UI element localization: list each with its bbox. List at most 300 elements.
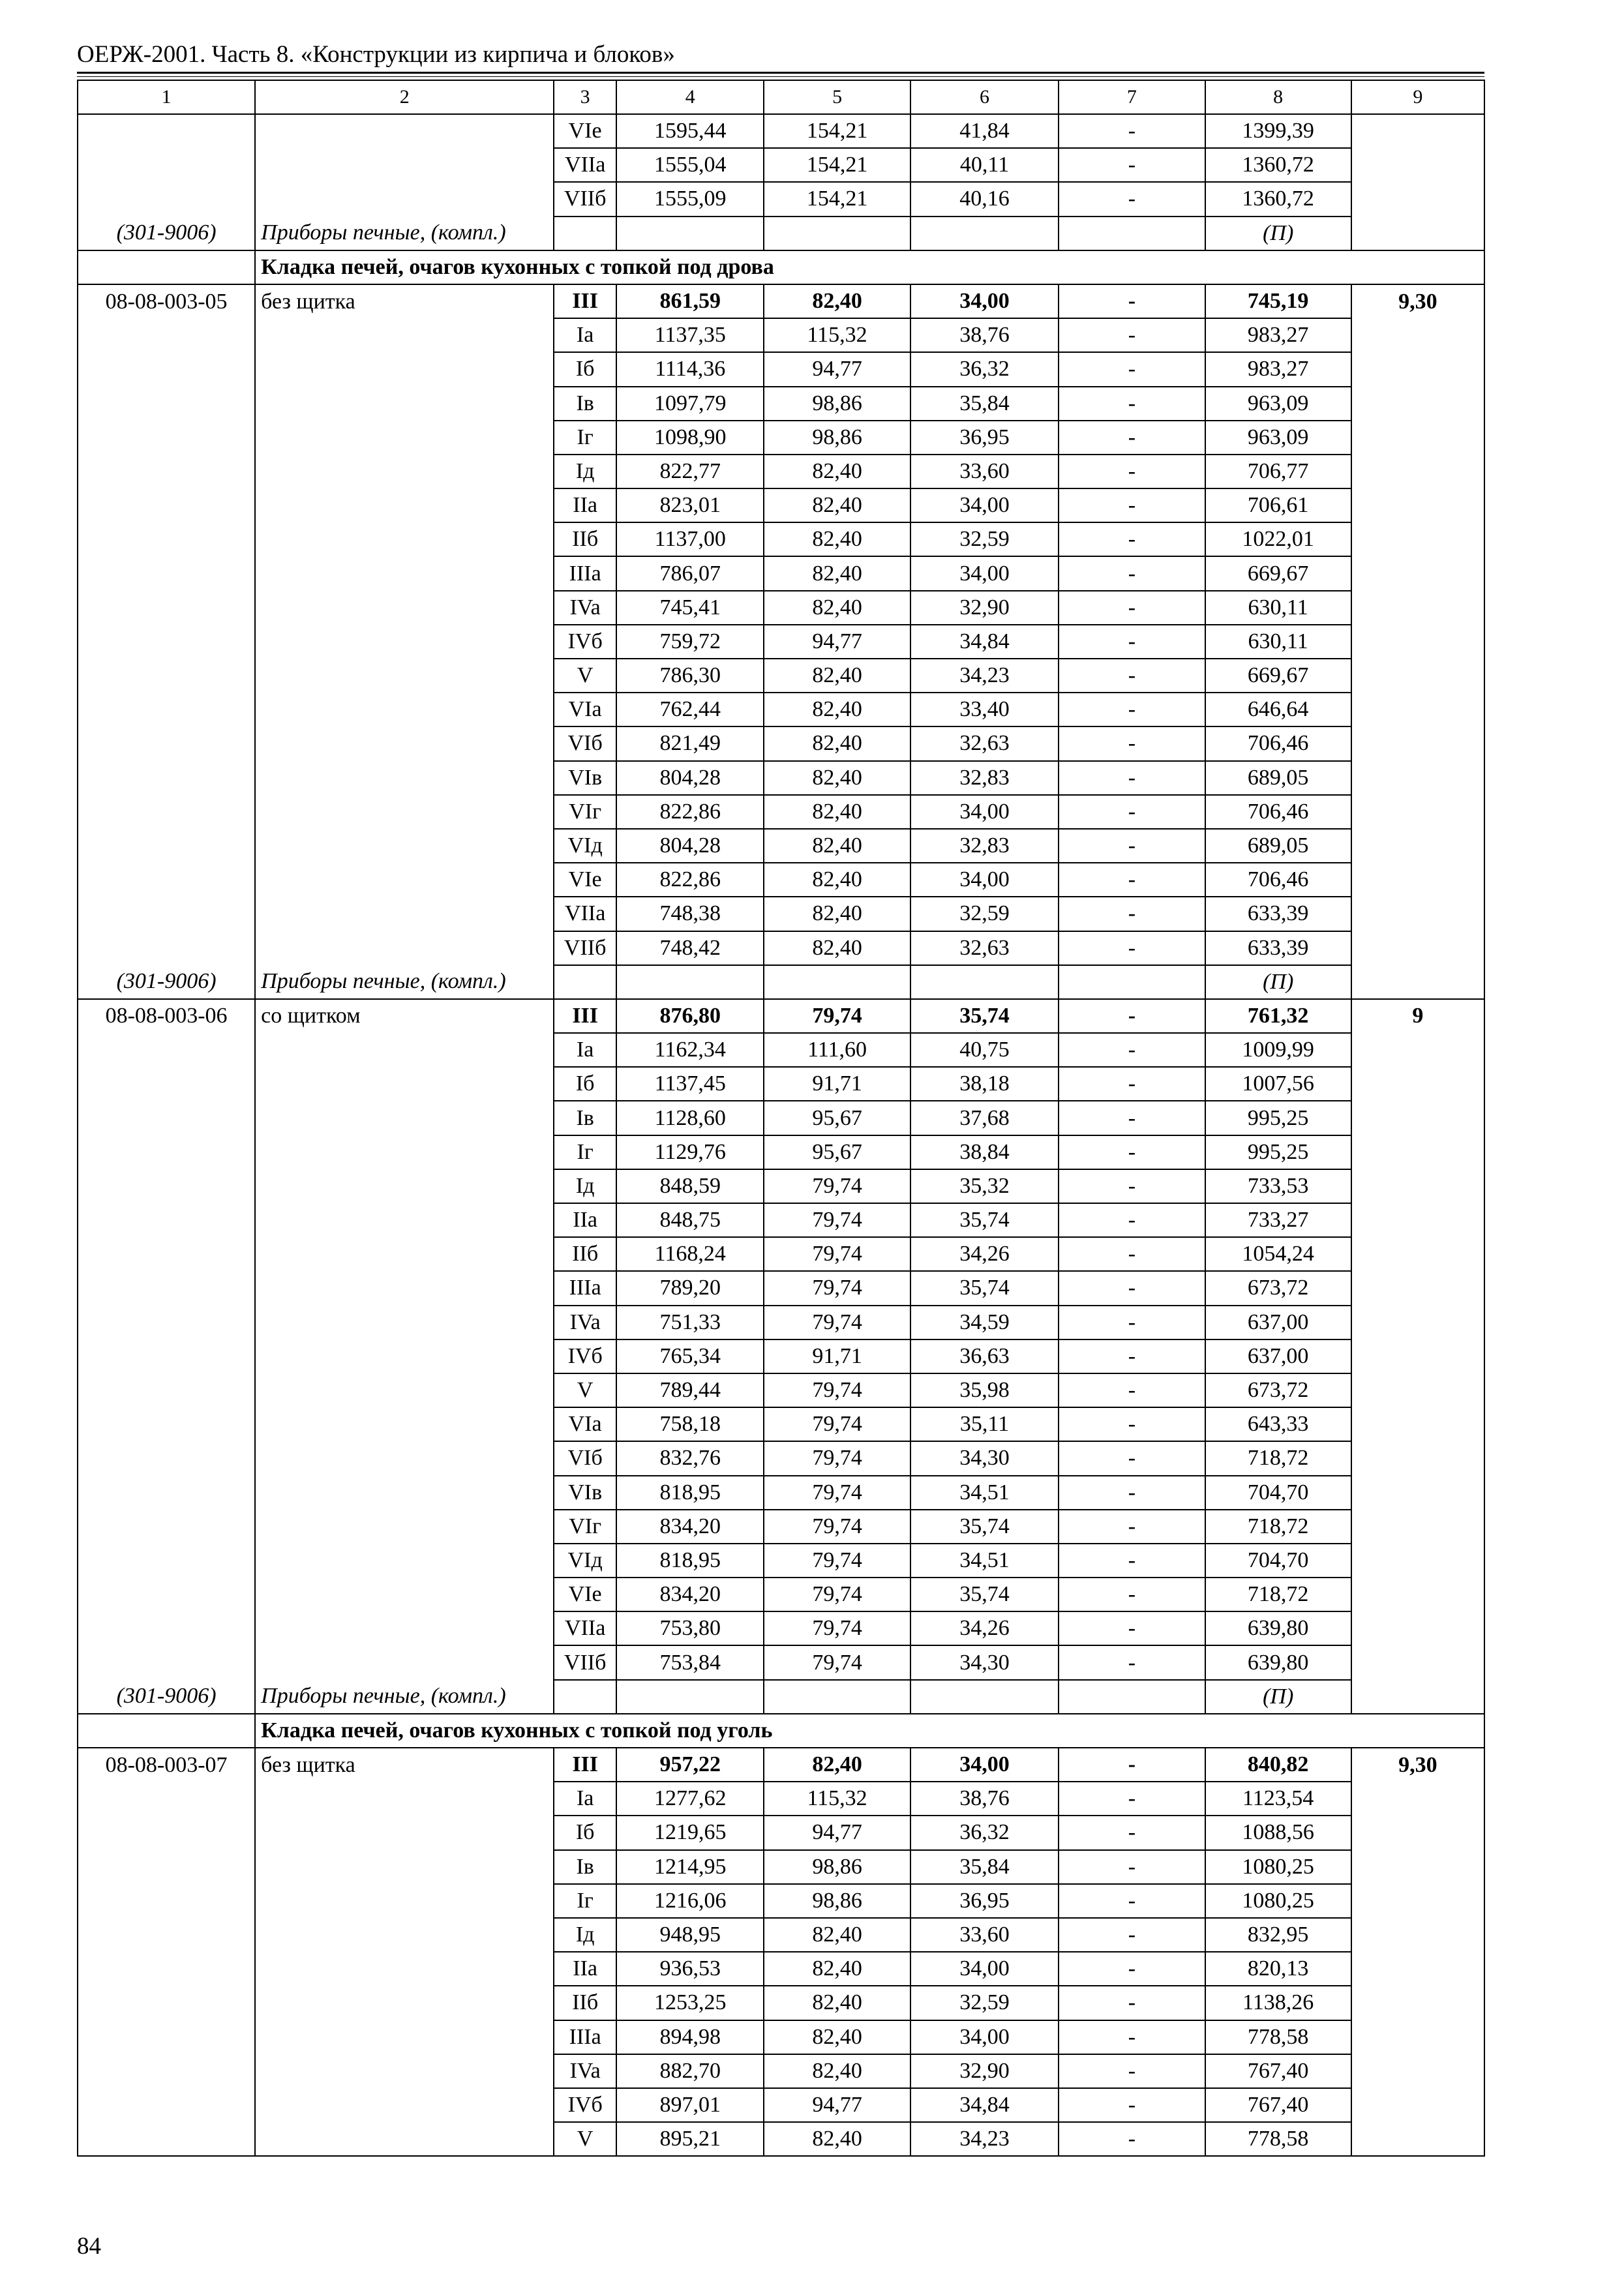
value-cell: 91,71	[764, 1067, 910, 1101]
name-cell	[255, 1816, 554, 1849]
value-cell: 82,40	[764, 761, 910, 795]
name-cell: Приборы печные, (компл.)	[255, 217, 554, 250]
code-cell	[78, 591, 255, 625]
group-cell: VIa	[554, 1407, 616, 1441]
value-cell: -	[1059, 999, 1205, 1033]
value-cell: 40,11	[910, 148, 1059, 182]
name-cell	[255, 1407, 554, 1441]
value-cell: 1114,36	[616, 352, 764, 386]
table-row	[78, 2088, 1484, 2122]
group-cell: Iг	[554, 421, 616, 455]
code-cell	[78, 1578, 255, 1611]
value-cell: -	[1059, 1033, 1205, 1067]
value-cell: 639,80	[1205, 1645, 1351, 1679]
value-cell: 33,60	[910, 455, 1059, 488]
value-cell: 34,23	[910, 2122, 1059, 2156]
group-cell: Iб	[554, 352, 616, 386]
rate-cell	[1351, 488, 1484, 522]
value-cell: 32,63	[910, 931, 1059, 965]
value-cell: 34,30	[910, 1441, 1059, 1475]
value-cell: 1399,39	[1205, 114, 1351, 148]
value-cell: 1088,56	[1205, 1816, 1351, 1849]
value-cell: 82,40	[764, 1748, 910, 1782]
value-cell: 35,74	[910, 999, 1059, 1033]
table-row	[78, 522, 1484, 556]
code-cell	[78, 659, 255, 693]
code-cell	[78, 1407, 255, 1441]
table-row	[78, 1986, 1484, 2020]
group-cell: IIIa	[554, 1271, 616, 1305]
table-row	[78, 1578, 1484, 1611]
table-row	[78, 1203, 1484, 1237]
value-cell: 95,67	[764, 1101, 910, 1135]
name-cell	[255, 1918, 554, 1952]
name-cell	[255, 387, 554, 421]
code-cell: (301-9006)	[78, 217, 255, 250]
value-cell: 34,26	[910, 1611, 1059, 1645]
value-cell: 963,09	[1205, 421, 1351, 455]
value-cell: 34,00	[910, 284, 1059, 318]
table-row	[78, 352, 1484, 386]
value-cell: -	[1059, 1169, 1205, 1203]
group-cell: IVб	[554, 2088, 616, 2122]
rate-cell	[1351, 1782, 1484, 1816]
value-cell: 1022,01	[1205, 522, 1351, 556]
value-cell: 40,75	[910, 1033, 1059, 1067]
code-cell: 08-08-003-06	[78, 999, 255, 1033]
table-row	[78, 1169, 1484, 1203]
group-cell: VIв	[554, 1476, 616, 1510]
unit-cell: (П)	[1205, 217, 1351, 250]
name-cell	[255, 1237, 554, 1271]
section-title: Кладка печей, очагов кухонных с топкой под уголь	[255, 1714, 1484, 1748]
value-cell: 115,32	[764, 1782, 910, 1816]
rate-cell	[1351, 1033, 1484, 1067]
value-cell: 79,74	[764, 1237, 910, 1271]
value-cell: -	[1059, 1135, 1205, 1169]
value-cell: 34,84	[910, 2088, 1059, 2122]
value-cell: 32,90	[910, 2054, 1059, 2088]
value-cell: 822,86	[616, 795, 764, 829]
name-cell	[255, 2020, 554, 2054]
name-cell	[255, 1271, 554, 1305]
group-cell: IIIa	[554, 2020, 616, 2054]
value-cell: 639,80	[1205, 1611, 1351, 1645]
group-cell: VIIб	[554, 931, 616, 965]
group-cell: III	[554, 284, 616, 318]
value-cell: 1219,65	[616, 1816, 764, 1849]
rate-cell	[1351, 352, 1484, 386]
value-cell: 1054,24	[1205, 1237, 1351, 1271]
value-cell	[1351, 1680, 1484, 1714]
table-row	[78, 2054, 1484, 2088]
value-cell: 34,23	[910, 659, 1059, 693]
value-cell: 1555,04	[616, 148, 764, 182]
table-row	[78, 1135, 1484, 1169]
value-cell: 34,00	[910, 795, 1059, 829]
code-cell	[78, 931, 255, 965]
value-cell: -	[1059, 625, 1205, 659]
code-cell	[78, 2088, 255, 2122]
value-cell: 1137,00	[616, 522, 764, 556]
value-cell: 832,76	[616, 1441, 764, 1475]
value-cell: 1080,25	[1205, 1884, 1351, 1918]
value-cell: 633,39	[1205, 897, 1351, 931]
value-cell: 804,28	[616, 829, 764, 863]
value-cell: -	[1059, 2020, 1205, 2054]
group-cell: Iд	[554, 1918, 616, 1952]
value-cell: 34,51	[910, 1544, 1059, 1578]
column-number: 6	[910, 80, 1059, 114]
code-cell	[78, 625, 255, 659]
value-cell: 897,01	[616, 2088, 764, 2122]
section-heading-row	[78, 250, 1484, 284]
table-row	[78, 1884, 1484, 1918]
code-cell	[78, 1339, 255, 1373]
rate-cell	[1351, 625, 1484, 659]
value-cell: -	[1059, 1611, 1205, 1645]
value-cell: 848,75	[616, 1203, 764, 1237]
value-cell: 34,51	[910, 1476, 1059, 1510]
table-row	[78, 1476, 1484, 1510]
value-cell: 79,74	[764, 1373, 910, 1407]
value-cell: 111,60	[764, 1033, 910, 1067]
value-cell: 82,40	[764, 1952, 910, 1986]
value-cell: -	[1059, 1271, 1205, 1305]
value-cell: 79,74	[764, 1476, 910, 1510]
name-cell	[255, 1441, 554, 1475]
group-cell: VIв	[554, 761, 616, 795]
name-cell	[255, 931, 554, 965]
rate-cell	[1351, 1067, 1484, 1101]
value-cell: 40,16	[910, 182, 1059, 216]
value-cell: 98,86	[764, 1884, 910, 1918]
page-number: 84	[77, 2233, 101, 2260]
value-cell: -	[1059, 1918, 1205, 1952]
material-row	[78, 1680, 1484, 1714]
name-cell	[255, 318, 554, 352]
value-cell: 718,72	[1205, 1578, 1351, 1611]
value-cell: 758,18	[616, 1407, 764, 1441]
value-cell: 753,80	[616, 1611, 764, 1645]
rate-cell	[1351, 182, 1484, 216]
group-cell: V	[554, 659, 616, 693]
value-cell: -	[1059, 863, 1205, 897]
code-cell	[78, 1237, 255, 1271]
code-cell	[78, 421, 255, 455]
value-cell: 94,77	[764, 1816, 910, 1849]
value-cell	[554, 217, 616, 250]
group-cell: VIб	[554, 726, 616, 760]
code-cell	[78, 1544, 255, 1578]
group-cell: VIг	[554, 795, 616, 829]
name-cell	[255, 795, 554, 829]
value-cell: 34,26	[910, 1237, 1059, 1271]
code-cell	[78, 1476, 255, 1510]
value-cell: 1595,44	[616, 114, 764, 148]
value-cell: 1007,56	[1205, 1067, 1351, 1101]
header-rule	[77, 72, 1484, 74]
name-cell	[255, 1306, 554, 1339]
rate-cell: 9	[1351, 999, 1484, 1033]
value-cell: 32,63	[910, 726, 1059, 760]
name-cell	[255, 148, 554, 182]
code-cell	[78, 148, 255, 182]
value-cell: 82,40	[764, 931, 910, 965]
group-cell: Ia	[554, 1033, 616, 1067]
group-cell: Iв	[554, 1101, 616, 1135]
value-cell: 669,67	[1205, 556, 1351, 590]
value-cell: 34,30	[910, 1645, 1059, 1679]
value-cell: 1097,79	[616, 387, 764, 421]
name-cell	[255, 693, 554, 726]
code-cell	[78, 1816, 255, 1849]
value-cell: 983,27	[1205, 352, 1351, 386]
group-cell: VIг	[554, 1510, 616, 1544]
value-cell: 745,19	[1205, 284, 1351, 318]
group-cell: IIa	[554, 1203, 616, 1237]
value-cell: 79,74	[764, 1578, 910, 1611]
table-row	[78, 1645, 1484, 1679]
name-cell	[255, 1884, 554, 1918]
value-cell: 1009,99	[1205, 1033, 1351, 1067]
name-cell	[255, 1850, 554, 1884]
value-cell	[1059, 1680, 1205, 1714]
value-cell: 786,30	[616, 659, 764, 693]
material-row	[78, 217, 1484, 250]
name-cell	[255, 522, 554, 556]
rate-cell	[1351, 829, 1484, 863]
value-cell: 34,00	[910, 863, 1059, 897]
value-cell: 115,32	[764, 318, 910, 352]
value-cell: -	[1059, 1067, 1205, 1101]
value-cell: 82,40	[764, 455, 910, 488]
table-row	[78, 1952, 1484, 1986]
code-cell	[78, 352, 255, 386]
value-cell: 882,70	[616, 2054, 764, 2088]
name-cell	[255, 1782, 554, 1816]
name-cell	[255, 1476, 554, 1510]
group-cell: Iг	[554, 1884, 616, 1918]
value-cell	[616, 217, 764, 250]
code-cell	[78, 455, 255, 488]
group-cell: Iг	[554, 1135, 616, 1169]
name-cell	[255, 1339, 554, 1373]
value-cell: 82,40	[764, 522, 910, 556]
value-cell: 822,77	[616, 455, 764, 488]
code-cell: 08-08-003-05	[78, 284, 255, 318]
value-cell: 98,86	[764, 387, 910, 421]
value-cell: 1080,25	[1205, 1850, 1351, 1884]
table-row	[78, 829, 1484, 863]
rate-cell	[1351, 591, 1484, 625]
value-cell: 33,60	[910, 1918, 1059, 1952]
value-cell: 643,33	[1205, 1407, 1351, 1441]
value-cell: 38,76	[910, 1782, 1059, 1816]
value-cell: -	[1059, 284, 1205, 318]
value-cell: 630,11	[1205, 591, 1351, 625]
code-cell	[78, 488, 255, 522]
value-cell: -	[1059, 931, 1205, 965]
value-cell: 36,95	[910, 1884, 1059, 1918]
value-cell: -	[1059, 1645, 1205, 1679]
code-cell	[78, 1441, 255, 1475]
section-heading-row	[78, 1714, 1484, 1748]
value-cell: 32,83	[910, 761, 1059, 795]
rate-cell	[1351, 1645, 1484, 1679]
value-cell: 1128,60	[616, 1101, 764, 1135]
value-cell: 1129,76	[616, 1135, 764, 1169]
rate-cell	[1351, 1135, 1484, 1169]
value-cell: 82,40	[764, 863, 910, 897]
group-cell: IIa	[554, 1952, 616, 1986]
table-row	[78, 1101, 1484, 1135]
value-cell: -	[1059, 522, 1205, 556]
name-cell	[255, 1203, 554, 1237]
value-cell: 1277,62	[616, 1782, 764, 1816]
name-cell	[255, 556, 554, 590]
value-cell: -	[1059, 387, 1205, 421]
code-cell	[78, 1033, 255, 1067]
table-row	[78, 795, 1484, 829]
rate-cell	[1351, 1952, 1484, 1986]
code-cell	[78, 2054, 255, 2088]
table-row	[78, 1067, 1484, 1101]
price-table	[77, 80, 1485, 2157]
code-cell	[78, 829, 255, 863]
code-cell	[78, 2122, 255, 2156]
name-cell	[255, 352, 554, 386]
code-cell	[78, 1203, 255, 1237]
group-cell: IVa	[554, 591, 616, 625]
code-cell	[78, 387, 255, 421]
value-cell: 832,95	[1205, 1918, 1351, 1952]
value-cell: 36,95	[910, 421, 1059, 455]
value-cell: 35,98	[910, 1373, 1059, 1407]
rate-cell	[1351, 761, 1484, 795]
value-cell: 32,59	[910, 1986, 1059, 2020]
rate-cell	[1351, 1237, 1484, 1271]
value-cell: 34,59	[910, 1306, 1059, 1339]
table-row	[78, 625, 1484, 659]
value-cell: 1555,09	[616, 182, 764, 216]
value-cell: 804,28	[616, 761, 764, 795]
value-cell: 895,21	[616, 2122, 764, 2156]
section-code-cell	[78, 250, 255, 284]
name-cell	[255, 1135, 554, 1169]
value-cell: 936,53	[616, 1952, 764, 1986]
rate-cell	[1351, 318, 1484, 352]
group-cell: VIIa	[554, 1611, 616, 1645]
value-cell	[910, 1680, 1059, 1714]
value-cell: 38,84	[910, 1135, 1059, 1169]
rate-cell	[1351, 1373, 1484, 1407]
code-cell	[78, 1135, 255, 1169]
value-cell: 861,59	[616, 284, 764, 318]
value-cell: 79,74	[764, 1271, 910, 1305]
code-cell	[78, 897, 255, 931]
name-cell	[255, 897, 554, 931]
value-cell: 778,58	[1205, 2020, 1351, 2054]
value-cell: -	[1059, 1373, 1205, 1407]
table-row	[78, 1748, 1484, 1782]
unit-cell: (П)	[1205, 965, 1351, 999]
rate-cell	[1351, 693, 1484, 726]
value-cell: -	[1059, 795, 1205, 829]
value-cell: -	[1059, 761, 1205, 795]
value-cell: 38,18	[910, 1067, 1059, 1101]
header-rule-thin	[77, 76, 1484, 77]
value-cell: 35,74	[910, 1271, 1059, 1305]
name-cell	[255, 591, 554, 625]
name-cell: со щитком	[255, 999, 554, 1033]
column-number: 8	[1205, 80, 1351, 114]
table-row	[78, 1306, 1484, 1339]
column-number: 9	[1351, 80, 1484, 114]
code-cell	[78, 1306, 255, 1339]
code-cell: (301-9006)	[78, 965, 255, 999]
code-cell	[78, 1918, 255, 1952]
code-cell	[78, 1986, 255, 2020]
value-cell: 82,40	[764, 591, 910, 625]
value-cell: 37,68	[910, 1101, 1059, 1135]
table-row	[78, 1510, 1484, 1544]
value-cell: 646,64	[1205, 693, 1351, 726]
value-cell	[910, 965, 1059, 999]
table-row	[78, 148, 1484, 182]
value-cell: 41,84	[910, 114, 1059, 148]
column-number-row	[78, 80, 1484, 114]
name-cell	[255, 625, 554, 659]
value-cell: -	[1059, 318, 1205, 352]
name-cell	[255, 1544, 554, 1578]
code-cell	[78, 1782, 255, 1816]
value-cell: 36,32	[910, 1816, 1059, 1849]
name-cell	[255, 863, 554, 897]
rate-cell	[1351, 1544, 1484, 1578]
value-cell: 995,25	[1205, 1101, 1351, 1135]
name-cell	[255, 1986, 554, 2020]
rate-cell	[1351, 1169, 1484, 1203]
rate-cell	[1351, 421, 1484, 455]
code-cell	[78, 1884, 255, 1918]
value-cell: -	[1059, 1748, 1205, 1782]
column-number: 7	[1059, 80, 1205, 114]
value-cell: 35,74	[910, 1203, 1059, 1237]
value-cell: 786,07	[616, 556, 764, 590]
value-cell: 79,74	[764, 1407, 910, 1441]
value-cell: 759,72	[616, 625, 764, 659]
rate-cell	[1351, 2020, 1484, 2054]
name-cell	[255, 1101, 554, 1135]
value-cell	[554, 965, 616, 999]
section-title: Кладка печей, очагов кухонных с топкой под дрова	[255, 250, 1484, 284]
group-cell: V	[554, 1373, 616, 1407]
value-cell: -	[1059, 1544, 1205, 1578]
value-cell: 94,77	[764, 625, 910, 659]
rate-cell	[1351, 2122, 1484, 2156]
table-row	[78, 693, 1484, 726]
rate-cell	[1351, 522, 1484, 556]
value-cell: 673,72	[1205, 1271, 1351, 1305]
group-cell: VIIa	[554, 148, 616, 182]
value-cell: 32,59	[910, 897, 1059, 931]
value-cell: 718,72	[1205, 1510, 1351, 1544]
value-cell: 38,76	[910, 318, 1059, 352]
value-cell: 983,27	[1205, 318, 1351, 352]
code-cell	[78, 182, 255, 216]
name-cell	[255, 1611, 554, 1645]
